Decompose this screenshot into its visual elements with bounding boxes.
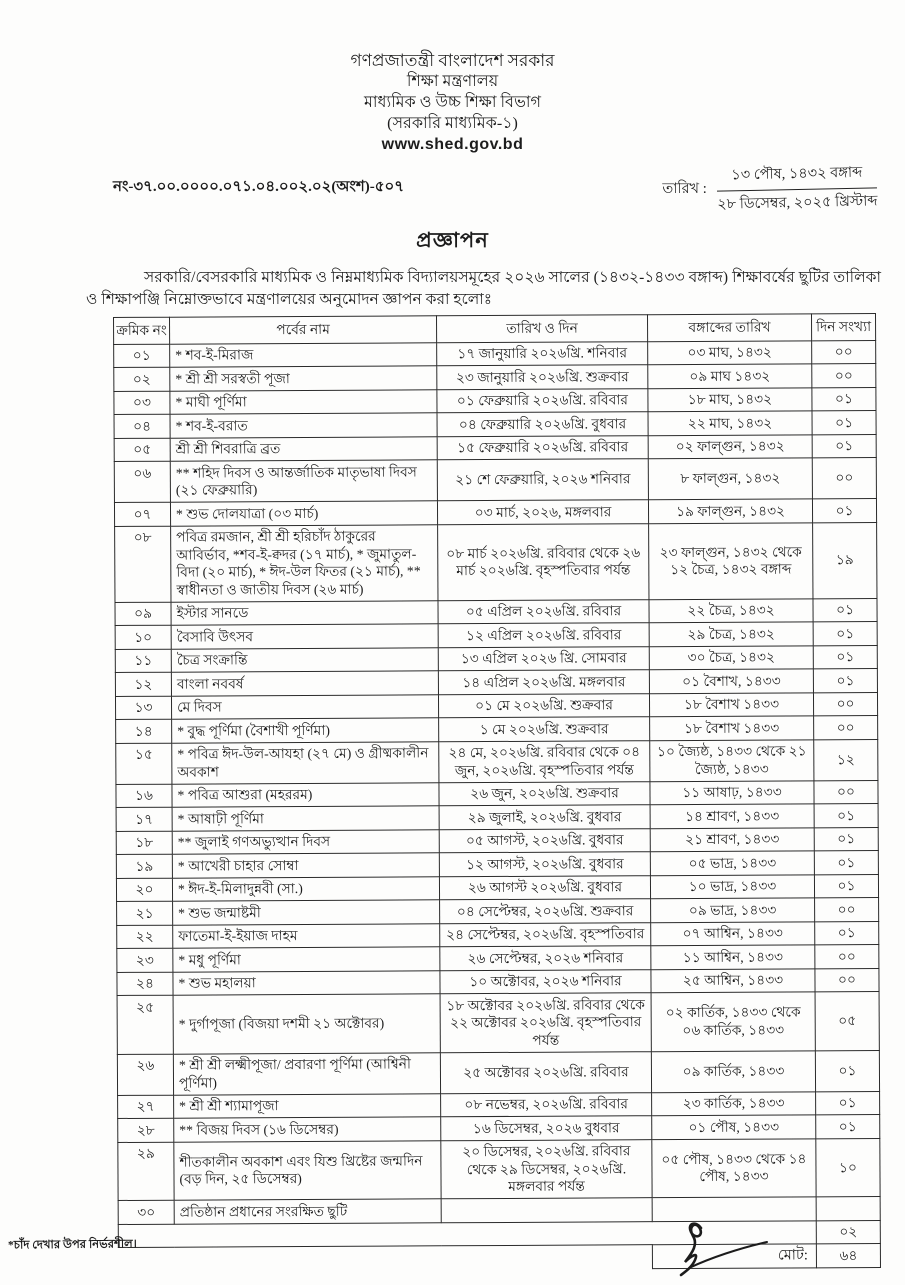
cell-serial: ২৪ [117,972,173,996]
cell-bangla-date: ১৪ শ্রাবণ, ১৪৩৩ [650,804,814,828]
cell-bangla-date: ৩০ চৈত্র, ১৪৩২ [649,645,813,669]
cell-serial: ০৩ [114,391,170,415]
cell-bangla-date: ০৫ ভাদ্র, ১৪৩৩ [650,851,814,875]
column-header-days: দিন সংখ্যা [811,314,875,341]
cell-date: ১৩ এপ্রিল ২০২৬ খ্রি. সোমবার [438,646,649,671]
holiday-table-body [114,340,881,1224]
cell-serial: ০৪ [114,414,170,438]
cell-days: ০০ [812,340,876,364]
cell-date: ২৪ মে, ২০২৬খ্রি. রবিবার থেকে ০৪ জুন, ২০২৬খ্রি. বৃহস্পতিবার পর্যন্ত [439,740,650,782]
cell-serial: ১৬ [116,784,172,808]
cell-days: ০১ [815,921,879,945]
cell-days: ০১ [815,1050,879,1091]
ministry-name: শিক্ষা মন্ত্রণালয় [406,73,499,90]
cell-date: ০৫ এপ্রিল ২০২৬খ্রি. রবিবার [438,599,649,624]
cell-days [816,1196,880,1220]
cell-days: ০০ [812,364,876,388]
cell-days: ০০ [815,968,879,992]
signature-mark [655,1218,795,1285]
cell-days: ১২ [814,739,878,780]
cell-serial: ২৩ [117,948,173,972]
cell-serial: ২৮ [118,1118,174,1142]
cell-days: ১০ [816,1138,880,1197]
cell-bangla-date: ২৩ ফাল্গুন, ১৪৩২ থেকে ১২ চৈত্র, ১৪৩২ বঙ্গাব্দ [649,522,813,599]
cell-date: ১৮ অক্টোবর ২০২৬খ্রি. রবিবার থেকে ২২ অক্টোবর ২০২৬খ্রি. বৃহস্পতিবার পর্যন্ত [440,993,651,1053]
date-block [662,163,877,216]
cell-name: * শুভ দোলযাত্রা (০৩ মার্চ) [170,501,437,526]
cell-serial: ২৬ [117,1054,173,1095]
cell-bangla-date: ০২ কার্তিক, ১৪৩৩ থেকে ০৬ কার্তিক, ১৪৩৩ [651,992,815,1051]
cell-days: ০১ [816,1091,880,1115]
cell-date: ১ মে ২০২৬খ্রি. শুক্রবার [439,717,650,742]
cell-bangla-date: ০৯ মাঘ ১৪৩২ [648,364,812,388]
cell-days: ০০ [814,716,878,740]
cell-name: * পবিত্র আশুরা (মহররম) [172,782,439,807]
cell-blank [118,1245,652,1271]
holiday-table [113,313,881,1271]
cell-date: ২৬ সেপ্টেম্বর, ২০২৬ শনিবার [440,946,651,971]
memo-row [113,163,877,216]
table-row [117,991,879,1053]
cell-date: ২১ শে ফেব্রুয়ারি, ২০২৬ শনিবার [437,459,648,501]
column-header-bangla-date: বঙ্গাব্দের তারিখ [647,314,811,341]
signature-icon [655,1218,795,1280]
cell-name: বৈসাবি উৎসব [171,624,438,649]
cell-date: ২৯ জুলাই, ২০২৬খ্রি. বুধবার [439,805,650,830]
cell-name: প্রতিষ্ঠান প্রধানের সংরক্ষিত ছুটি [174,1199,441,1224]
cell-date: ১২ এপ্রিল ২০২৬খ্রি. রবিবার [438,623,649,648]
cell-serial: ২৫ [117,995,173,1054]
cell-days: ০১ [814,874,878,898]
cell-bangla-date: ২৫ আশ্বিন, ১৪৩৩ [651,968,815,992]
cell-name: ** শহিদ দিবস ও আন্তর্জাতিক মাতৃভাষা দিবস (২১ ফেব্রুয়ারি) [170,460,437,502]
cell-date: ২৪ সেপ্টেম্বর, ২০২৬খ্রি. বৃহস্পতিবার [440,922,651,947]
table-row [114,458,876,503]
cell-serial: ২১ [117,901,173,925]
cell-serial: ০১ [114,344,170,368]
table-row [115,522,877,602]
cell-name: * শ্রী শ্রী লক্ষ্মীপূজা/ প্রবারণা পূর্ণিমা (আশ্বিনী পূর্ণিমা) [173,1052,440,1094]
cell-name: * শব-ই-মিরাজ [170,342,437,367]
table-header-row [114,314,876,344]
cell-bangla-date: ০৯ ভাদ্র, ১৪৩৩ [651,898,815,922]
cell-date: ০৪ সেপ্টেম্বর, ২০২৬খ্রি. শুক্রবার [440,899,651,924]
cell-date: ০৩ মার্চ, ২০২৬, মঙ্গলবার [437,500,648,525]
cell-name: * বুদ্ধ পূর্ণিমা (বৈশাখী পূর্ণিমা) [172,718,439,743]
cell-bangla-date: ১৯ ফাল্গুন, ১৪৩২ [648,499,812,523]
cell-serial: ১৯ [116,854,172,878]
cell-days: ০১ [813,669,877,693]
cell-serial: ২০ [116,878,172,902]
cell-date [441,1198,652,1223]
intro-paragraph: সরকারি/বেসরকারি মাধ্যমিক ও নিম্নমাধ্যমিক বিদ্যালয়সমূহের ২০২৬ সালের (১৪৩২-১৪৩৩ বঙ্গাব্দ) শিক্ষাবর্ষের ছুটির তালিকা ও শিক্ষাপঞ্জি নিম্নোক্তভাবে মন্ত্রণালয়ের অনুমোদন জ্ঞাপন করা হলোঃ [86,269,881,308]
cell-name: চৈত্র সংক্রান্তি [171,647,438,672]
cell-days: ০০ [814,780,878,804]
cell-serial: ১৭ [116,807,172,831]
footnote: *চাঁদ দেখার উপর নির্ভরশীল। [7,1238,137,1252]
division-name: মাধ্যমিক ও উচ্চ শিক্ষা বিভাগ [363,94,542,111]
cell-date: ০৪ ফেব্রুয়ারি ২০২৬খ্রি. বুধবার [437,412,648,437]
cell-date: ২৬ আগস্ট ২০২৬খ্রি. বুধবার [439,875,650,900]
cell-bangla-date: ০২ ফাল্গুন, ১৪৩২ [648,434,812,458]
cell-bangla-date: ১০ জ্যৈষ্ঠ, ১৪৩৩ থেকে ২১ জ্যৈষ্ঠ, ১৪৩৩ [650,739,814,781]
letterhead [0,0,905,155]
cell-date: ২৬ জুন, ২০২৬খ্রি. শুক্রবার [439,781,650,806]
cell-date: ২০ ডিসেম্বর, ২০২৬খ্রি. রবিবার থেকে ২৯ ডিসেম্বর, ২০২৬খ্রি. মঙ্গলবার পর্যন্ত [441,1139,652,1199]
cell-serial: ০৯ [115,602,171,626]
cell-serial: ০৭ [114,502,170,526]
cell-date: ০৮ নভেম্বর, ২০২৬খ্রি. রবিবার [441,1092,652,1117]
cell-days: ০১ [812,411,876,435]
cell-days: ০০ [815,897,879,921]
cell-days: ০১ [812,387,876,411]
cell-days: ০১ [813,598,877,622]
cell-bangla-date: ১০ ভাদ্র, ১৪৩৩ [650,874,814,898]
cell-bangla-date: ২২ মাঘ, ১৪৩২ [648,411,812,435]
total-label: মোট: [652,1244,816,1268]
cell-serial: ২৯ [118,1142,174,1201]
cell-name: * শব-ই-বরাত [170,413,437,438]
cell-name: * ঈদ-ই-মিলাদুন্নবী (সা.) [172,876,439,901]
cell-name: * মাঘী পূর্ণিমা [170,389,437,414]
table-row [116,739,878,784]
cell-name: * শুভ জন্মাষ্টমী [173,900,440,925]
cell-date: ১২ আগস্ট, ২০২৬খ্রি. বুধবার [439,852,650,877]
cell-date: ০১ ফেব্রুয়ারি ২০২৬খ্রি. রবিবার [437,388,648,413]
section-name: (সরকারি মাধ্যমিক-১) [387,115,518,132]
cell-bangla-date: ১৮ বৈশাখ ১৪৩৩ [649,692,813,716]
cell-bangla-date: ২১ শ্রাবণ, ১৪৩৩ [650,827,814,851]
cell-bangla-date: ১৮ বৈশাখ ১৪৩৩ [650,716,814,740]
cell-bangla-date: ০৫ পৌষ, ১৪৩৩ থেকে ১৪ পৌষ, ১৪৩৩ [652,1138,816,1197]
cell-date: ০৫ আগস্ট, ২০২৬খ্রি. বুধবার [439,828,650,853]
cell-days: ০০ [812,458,876,499]
cell-date: ২৩ জানুয়ারি ২০২৬খ্রি. শুক্রবার [437,365,648,390]
cell-days: ০০ [813,692,877,716]
cell-bangla-date: ১১ আষাঢ়, ১৪৩৩ [650,780,814,804]
cell-serial: ৩০ [118,1200,174,1224]
table-row [118,1138,880,1200]
cell-name: বাংলা নববর্ষ [171,671,438,696]
cell-bangla-date: ২৯ চৈত্র, ১৪৩২ [649,622,813,646]
cell-name: * মধু পূর্ণিমা [173,947,440,972]
cell-serial: ১৫ [116,743,172,784]
website-url: www.shed.gov.bd [381,136,524,153]
cell-bangla-date: ৮ ফাল্গুন, ১৪৩২ [648,458,812,500]
cell-days: ০১ [813,622,877,646]
cell-bangla-date: ২৩ কার্তিক, ১৪৩৩ [652,1091,816,1115]
column-header-date: তারিখ ও দিন [436,315,647,343]
government-name: গণপ্রজাতন্ত্রী বাংলাদেশ সরকার [350,51,555,70]
cell-bangla-date: ০৭ আশ্বিন, ১৪৩৩ [651,921,815,945]
page-title: প্রজ্ঞাপন [416,228,489,252]
cell-bangla-date: ০৩ মাঘ, ১৪৩২ [648,340,812,364]
cell-name: * আষাঢ়ী পূর্ণিমা [172,806,439,831]
cell-bangla-date: ০১ বৈশাখ, ১৪৩৩ [649,669,813,693]
cell-days: ০১ [814,827,878,851]
cell-name: শ্রী শ্রী শিবরাত্রি ব্রত [170,436,437,461]
cell-serial: ০৫ [114,438,170,462]
cell-days: ০১ [814,804,878,828]
table-row [117,1050,879,1095]
cell-days: ০১ [816,1114,880,1138]
cell-date: ১৫ ফেব্রুয়ারি ২০২৬খ্রি. রবিবার [437,435,648,460]
cell-serial: ১২ [115,672,171,696]
cell-days: ০১ [814,851,878,875]
cell-days: ০১ [812,499,876,523]
cell-name: * শ্রী শ্রী সরস্বতী পূজা [170,366,437,391]
cell-days: ০৫ [815,991,879,1050]
cell-days: ০১ [812,434,876,458]
cell-bangla-date: ১৮ মাঘ, ১৪৩২ [648,387,812,411]
cell-name: ইস্টার সানডে [171,600,438,625]
cell-bangla-date: ১১ আশ্বিন, ১৪৩৩ [651,945,815,969]
cell-name: ** জুলাই গণঅভ্যুত্থান দিবস [172,829,439,854]
cell-name: * শুভ মহালয়া [173,970,440,995]
cell-serial: ১১ [115,649,171,673]
cell-date: ১০ অক্টোবর, ২০২৬ শনিবার [440,969,651,994]
cell-serial: ০৮ [115,526,171,602]
column-header-serial: ক্রমিক নং [114,317,170,344]
cell-date: ১৪ এপ্রিল ২০২৬খ্রি. মঙ্গলবার [438,670,649,695]
cell-date: ২৫ অক্টোবর ২০২৬খ্রি. রবিবার [440,1051,651,1093]
date-stack [716,161,877,217]
cell-name: * পবিত্র ঈদ-উল-আযহা (২৭ মে) ও গ্রীষ্মকালীন অবকাশ [172,741,439,783]
cell-name: * শ্রী শ্রী শ্যামাপূজা [174,1093,441,1118]
date-bangla: ১৩ পৌষ, ১৪৩২ বঙ্গাব্দ [716,161,877,191]
cell-bangla-date: ২২ চৈত্র, ১৪৩২ [649,598,813,622]
cell-days: ০১ [813,645,877,669]
cell-serial: ১৮ [116,831,172,855]
cell-serial: ২২ [117,925,173,949]
cell-name: * দুর্গাপূজা (বিজয়া দশমী ২১ অক্টোবর) [173,994,440,1054]
cell-reserved-days: ০২ [816,1220,880,1244]
cell-serial: ১০ [115,625,171,649]
column-header-name: পর্বের নাম [170,316,437,344]
cell-name: পবিত্র রমজান, শ্রী শ্রী হরিচাঁদ ঠাকুরের আবির্ভাব, *শব-ই-ক্বদর (১৭ মার্চ), * জুমাতুল-বিদা (২০ মার্চ), * ঈদ-উল ফিতর (২১ মার্চ), ** স্বাধীনতা ও জাতীয় দিবস (২৬ মার্চ) [171,524,438,601]
cell-date: ১৭ জানুয়ারি ২০২৬খ্রি. শনিবার [437,341,648,366]
date-label: তারিখ : [662,180,707,197]
cell-bangla-date: ০৯ কার্তিক, ১৪৩৩ [651,1050,815,1092]
cell-name: ** বিজয় দিবস (১৬ ডিসেম্বর) [174,1117,441,1142]
cell-bangla-date: ০১ পৌষ, ১৪৩৩ [652,1115,816,1139]
cell-serial: ১৩ [115,696,171,720]
cell-days: ০০ [815,944,879,968]
cell-name: * আখেরী চাহার সোম্বা [172,853,439,878]
date-gregorian: ২৮ ডিসেম্বর, ২০২৫ খ্রিস্টাব্দ [716,193,878,213]
cell-serial: ১৪ [116,719,172,743]
cell-date: ০৮ মার্চ ২০২৬খ্রি. রবিবার থেকে ২৬ মার্চ ২০২৬খ্রি. বৃহস্পতিবার পর্যন্ত [438,523,649,600]
cell-name: শীতকালীন অবকাশ এবং যিশু খ্রিষ্টের জন্মদিন (বড় দিন, ২৫ ডিসেম্বর) [174,1140,441,1200]
cell-serial: ০৬ [114,461,170,502]
holiday-table-wrap [113,313,880,1271]
cell-days: ১৯ [813,522,877,598]
cell-serial: ০২ [114,367,170,391]
cell-date: ১৬ ডিসেম্বর, ২০২৬ বুধবার [441,1116,652,1141]
cell-serial: ২৭ [118,1095,174,1119]
cell-date: ০১ মে ২০২৬খ্রি. শুক্রবার [438,693,649,718]
total-value: ৬৪ [816,1243,880,1267]
memo-number: নং-৩৭.০০.০০০০.০৭১.০৪.০০২.০২(অংশ)-৫০৭ [113,179,404,195]
cell-name: ফাতেমা-ই-ইয়াজ দাহম [173,923,440,948]
cell-name: মে দিবস [171,694,438,719]
